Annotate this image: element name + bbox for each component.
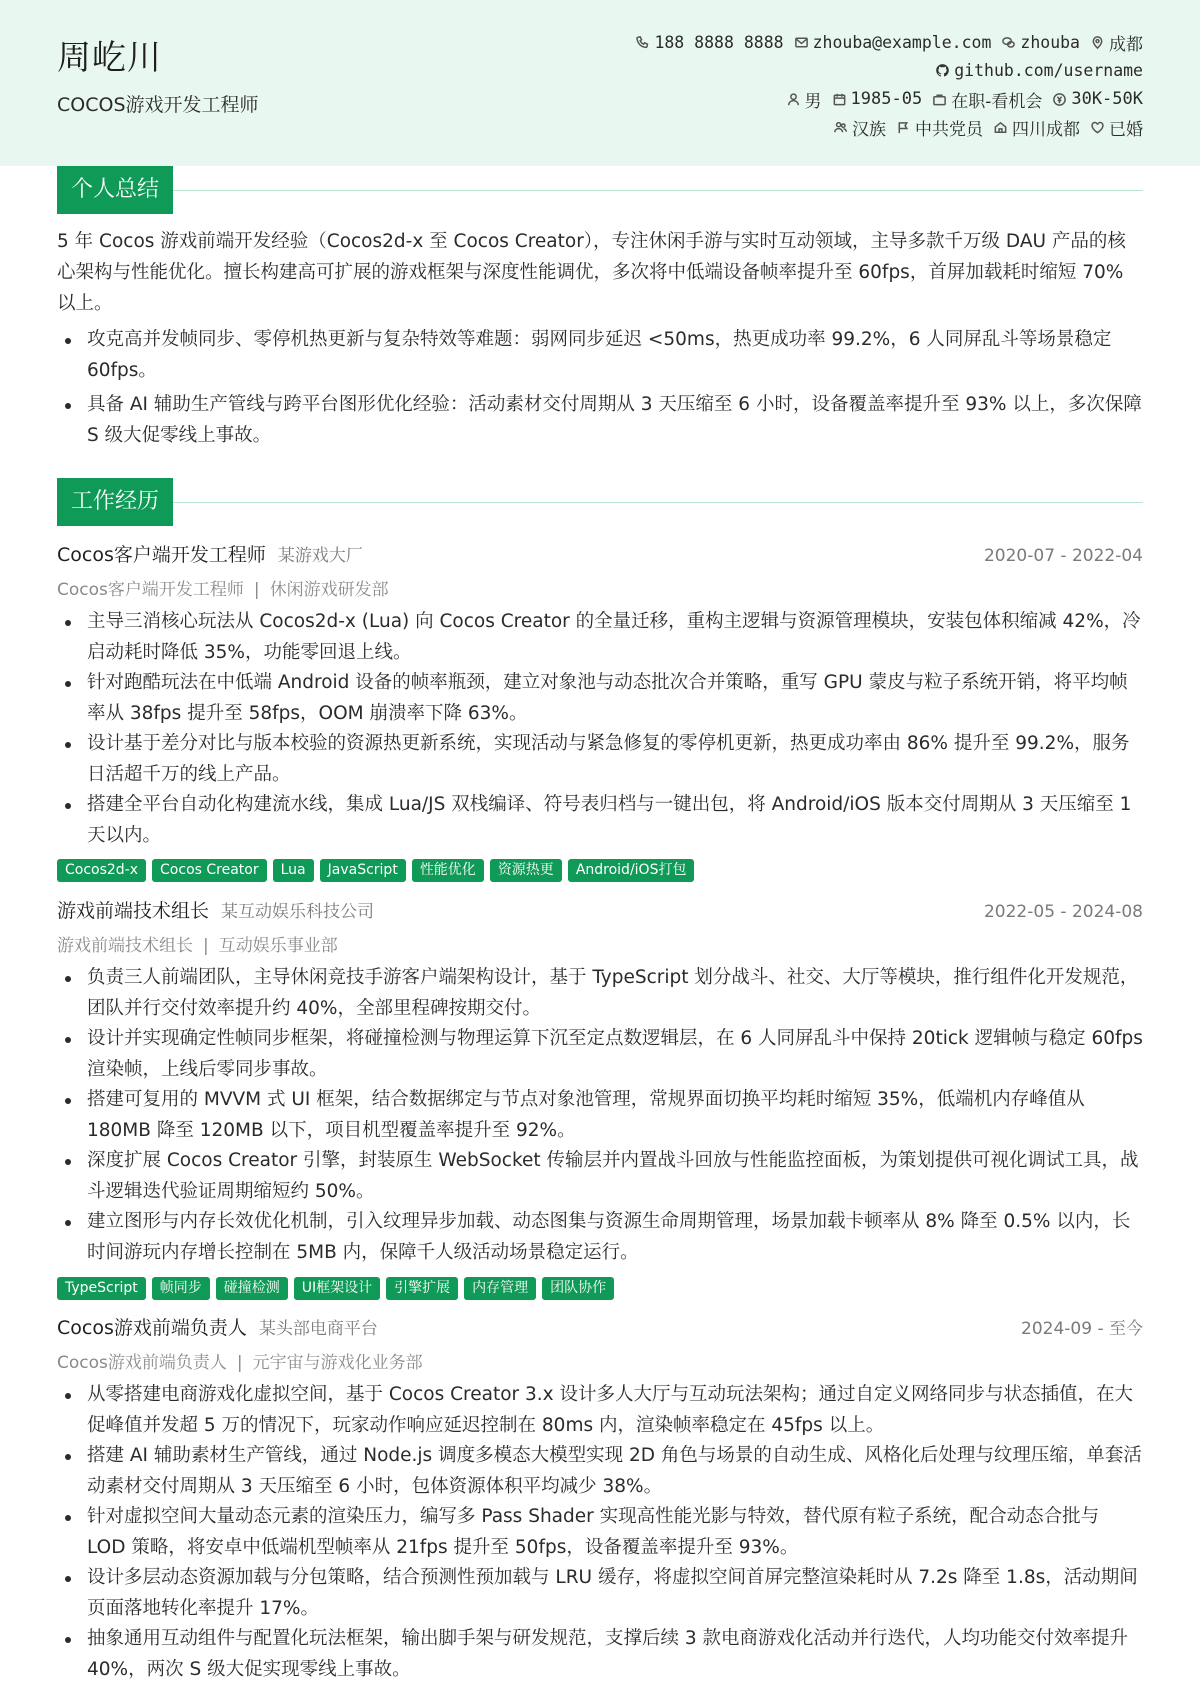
hometown-item [993,115,1080,140]
summary-heading: 个人总结 [57,166,173,214]
salary-text: 30K-50K [1071,89,1143,110]
gender-text: 男 [804,91,822,112]
job-header [57,540,1143,568]
skill-tags [57,859,1143,882]
skill-tag: Lua [273,859,314,882]
hometown-text: 四川成都 [1012,120,1080,141]
job-sub-role: Cocos客户端开发工程师 [57,580,244,600]
city-item [1090,30,1143,55]
github-icon [935,63,950,78]
location-icon [1090,35,1105,50]
job-bullet: 负责三人前端团队，主导休闲竞技手游客户端架构设计，基于 TypeScript 划分战斗、社交、大厅等模块，推行组件化开发规范，团队并行交付效率提升约 40%，全部里程碑按期交付。 [57,963,1143,1024]
job-bullets [57,607,1143,851]
phone-icon [635,35,650,50]
skill-tag: Android/iOS打包 [568,859,695,882]
work-divider [173,502,1143,503]
job-sub-separator: | [236,1353,243,1373]
job-date: 2024-09 - 至今 [1021,1319,1143,1339]
skill-tag: 团队协作 [542,1277,614,1300]
skill-tag: 性能优化 [412,859,484,882]
city-text: 成都 [1109,34,1143,55]
wechat-icon [1001,35,1016,50]
skill-tag: UI框架设计 [294,1277,380,1300]
job-role: Cocos客户端开发工程师 [57,544,266,566]
salary-item [1052,89,1143,109]
politics-item [896,115,983,140]
work-heading: 工作经历 [57,478,173,526]
gender-item [786,87,822,112]
candidate-title: COCOS游戏开发工程师 [57,94,259,116]
job-subtitle [57,575,389,600]
email-text: zhouba@example.com [812,32,992,52]
job-sub-separator: | [253,580,260,600]
job-bullet: 抽象通用互动组件与配置化玩法框架，输出脚手架与研发规范，支撑后续 3 款电商游戏化活动并行迭代，人均功能交付效率提升 40%，两次 S 级大促实现零线上事故。 [57,1624,1143,1685]
skill-tag: Cocos Creator [152,859,267,882]
job-sub-role: 游戏前端技术组长 [57,936,193,956]
salary-icon [1052,92,1067,107]
marital-item [1090,115,1143,140]
job-sub-role: Cocos游戏前端负责人 [57,1353,227,1373]
job-department: 互动娱乐事业部 [218,936,338,956]
summary-bullet: 攻克高并发帧同步、零停机热更新与复杂特效等难题：弱网同步延迟 <50ms，热更成功率 99.2%，6 人同屏乱斗等场景稳定 60fps。 [57,325,1143,386]
work-section-header [57,478,1143,526]
contact-row-4 [583,114,1143,143]
flag-icon [896,120,911,135]
job-department: 元宇宙与游戏化业务部 [252,1353,423,1373]
ethnicity-item [833,115,886,140]
skill-tags [57,1277,1143,1300]
job-sub-separator: | [203,936,209,956]
contact-row-2 [583,57,1143,86]
skill-tag: 帧同步 [152,1277,210,1300]
skill-tag: Cocos2d-x [57,859,146,882]
job-bullets [57,1380,1143,1685]
phone-text: 188 8888 8888 [654,32,784,52]
email-item [794,33,992,52]
github-item[interactable] [935,61,1143,80]
job-bullet: 针对虚拟空间大量动态元素的渲染压力，编写多 Pass Shader 实现高性能光影与特效，替代原有粒子系统，配合动态合批与 LOD 策略，将安卓中低端机型帧率从 21fps 提升至 50fps，设备覆盖率提升至 93%。 [57,1502,1143,1563]
job-date: 2022-05 - 2024-08 [983,902,1143,922]
briefcase-icon [932,92,947,107]
birth-text: 1985-05 [850,89,923,110]
job-date: 2020-07 - 2022-04 [983,546,1143,566]
job-header [57,1313,1143,1341]
status-text: 在职-看机会 [951,91,1043,112]
job-bullet: 设计基于差分对比与版本校验的资源热更新系统，实现活动与紧急修复的零停机更新，热更成功率由 86% 提升至 99.2%，服务日活超千万的线上产品。 [57,729,1143,790]
job-bullet: 设计并实现确定性帧同步框架，将碰撞检测与物理运算下沉至定点数逻辑层，在 6 人同屏乱斗中保持 20tick 逻辑帧与稳定 60fps 渲染帧，上线后零同步事故。 [57,1024,1143,1085]
job-subtitle [57,1348,423,1373]
job-bullet: 搭建可复用的 MVVM 式 UI 框架，结合数据绑定与节点对象池管理，常规界面切换平均耗时缩短 35%，低端机内存峰值从 180MB 降至 120MB 以下，项目机型覆盖率提升至 92%。 [57,1085,1143,1146]
job-bullet: 主导三消核心玩法从 Cocos2d-x (Lua) 向 Cocos Creator 的全量迁移，重构主逻辑与资源管理模块，安装包体积缩减 42%，冷启动耗时降低 35%，功能零回退上线。 [57,607,1143,668]
skill-tag: 内存管理 [464,1277,536,1300]
contact-info [583,28,1143,142]
wechat-text: zhouba [1020,32,1080,52]
skill-tag: JavaScript [320,859,406,882]
summary-bullet: 具备 AI 辅助生产管线与跨平台图形优化经验：活动素材交付周期从 3 天压缩至 6 小时，设备覆盖率提升至 93% 以上，多次保障 S 级大促零线上事故。 [57,390,1143,451]
contact-row-1 [583,28,1143,57]
contact-row-3 [583,85,1143,114]
skill-tag: 资源热更 [490,859,562,882]
job-bullet: 建立图形与内存长效优化机制，引入纹理异步加载、动态图集与资源生命周期管理，场景加载卡顿率从 8% 降至 0.5% 以内，长时间游玩内存增长控制在 5MB 内，保障千人级活动场景稳定运行。 [57,1207,1143,1268]
job-department: 休闲游戏研发部 [269,580,389,600]
status-item [932,87,1042,112]
summary-section-header [57,166,1143,214]
job-bullet: 搭建全平台自动化构建流水线，集成 Lua/JS 双栈编译、符号表归档与一键出包，将 Android/iOS 版本交付周期从 3 天压缩至 1 天以内。 [57,790,1143,851]
wechat-item [1001,33,1080,52]
job-header [57,896,1143,924]
skill-tag: 碰撞检测 [216,1277,288,1300]
job-bullets [57,963,1143,1268]
job-role: 游戏前端技术组长 [57,900,210,922]
skill-tag: TypeScript [57,1277,146,1300]
summary-bullets [57,325,1143,451]
job-bullet: 设计多层动态资源加载与分包策略，结合预测性预加载与 LRU 缓存，将虚拟空间首屏完整渲染耗时从 7.2s 降至 1.8s，活动期间页面落地转化率提升 17%。 [57,1563,1143,1624]
person-icon [786,92,801,107]
marital-text: 已婚 [1109,120,1143,141]
ethnicity-text: 汉族 [852,120,886,141]
heart-icon [1090,120,1105,135]
resume-header [0,0,1200,166]
job-bullet: 针对跑酷玩法在中低端 Android 设备的帧率瓶颈，建立对象池与动态批次合并策略，重写 GPU 蒙皮与粒子系统开销，将平均帧率从 38fps 提升至 58fps，OOM 崩溃率下降 63%。 [57,668,1143,729]
summary-paragraph: 5 年 Cocos 游戏前端开发经验（Cocos2d-x 至 Cocos Creator），专注休闲手游与实时互动领域，主导多款千万级 DAU 产品的核心架构与性能优化。擅长构建高可扩展的游戏框架与深度性能调优，多次将中低端设备帧率提升至 60fps，首屏加载耗时缩短 70% 以上。 [57,231,1126,314]
job-company: 某头部电商平台 [258,1319,378,1339]
politics-text: 中共党员 [915,120,983,141]
summary-divider [173,190,1143,191]
mail-icon [794,35,809,50]
job-role: Cocos游戏前端负责人 [57,1317,247,1339]
job-bullet: 搭建 AI 辅助素材生产管线，通过 Node.js 调度多模态大模型实现 2D 角色与场景的自动生成、风格化后处理与纹理压缩，单套活动素材交付周期从 3 天压缩至 6 小时，包体资源体积平均减少 38%。 [57,1441,1143,1502]
phone-item [635,33,783,52]
calendar-icon [832,92,847,107]
home-icon [993,120,1008,135]
github-text[interactable]: github.com/username [954,61,1143,81]
job-company: 某互动娱乐科技公司 [221,902,375,922]
job-bullet: 深度扩展 Cocos Creator 引擎，封装原生 WebSocket 传输层并内置战斗回放与性能监控面板，为策划提供可视化调试工具，战斗逻辑迭代验证周期缩短约 50%。 [57,1146,1143,1207]
birth-item [832,89,923,109]
job-bullet: 从零搭建电商游戏化虚拟空间，基于 Cocos Creator 3.x 设计多人大厅与互动玩法架构；通过自定义网络同步与状态插值，在大促峰值并发超 5 万的情况下，玩家动作响应延迟控制在 80ms 内，渲染帧率稳定在 45fps 以上。 [57,1380,1143,1441]
candidate-name: 周屹川 [57,38,162,78]
skill-tag: 引擎扩展 [386,1277,458,1300]
job-company: 某游戏大厂 [277,546,363,566]
job-subtitle [57,931,338,956]
people-icon [833,120,848,135]
